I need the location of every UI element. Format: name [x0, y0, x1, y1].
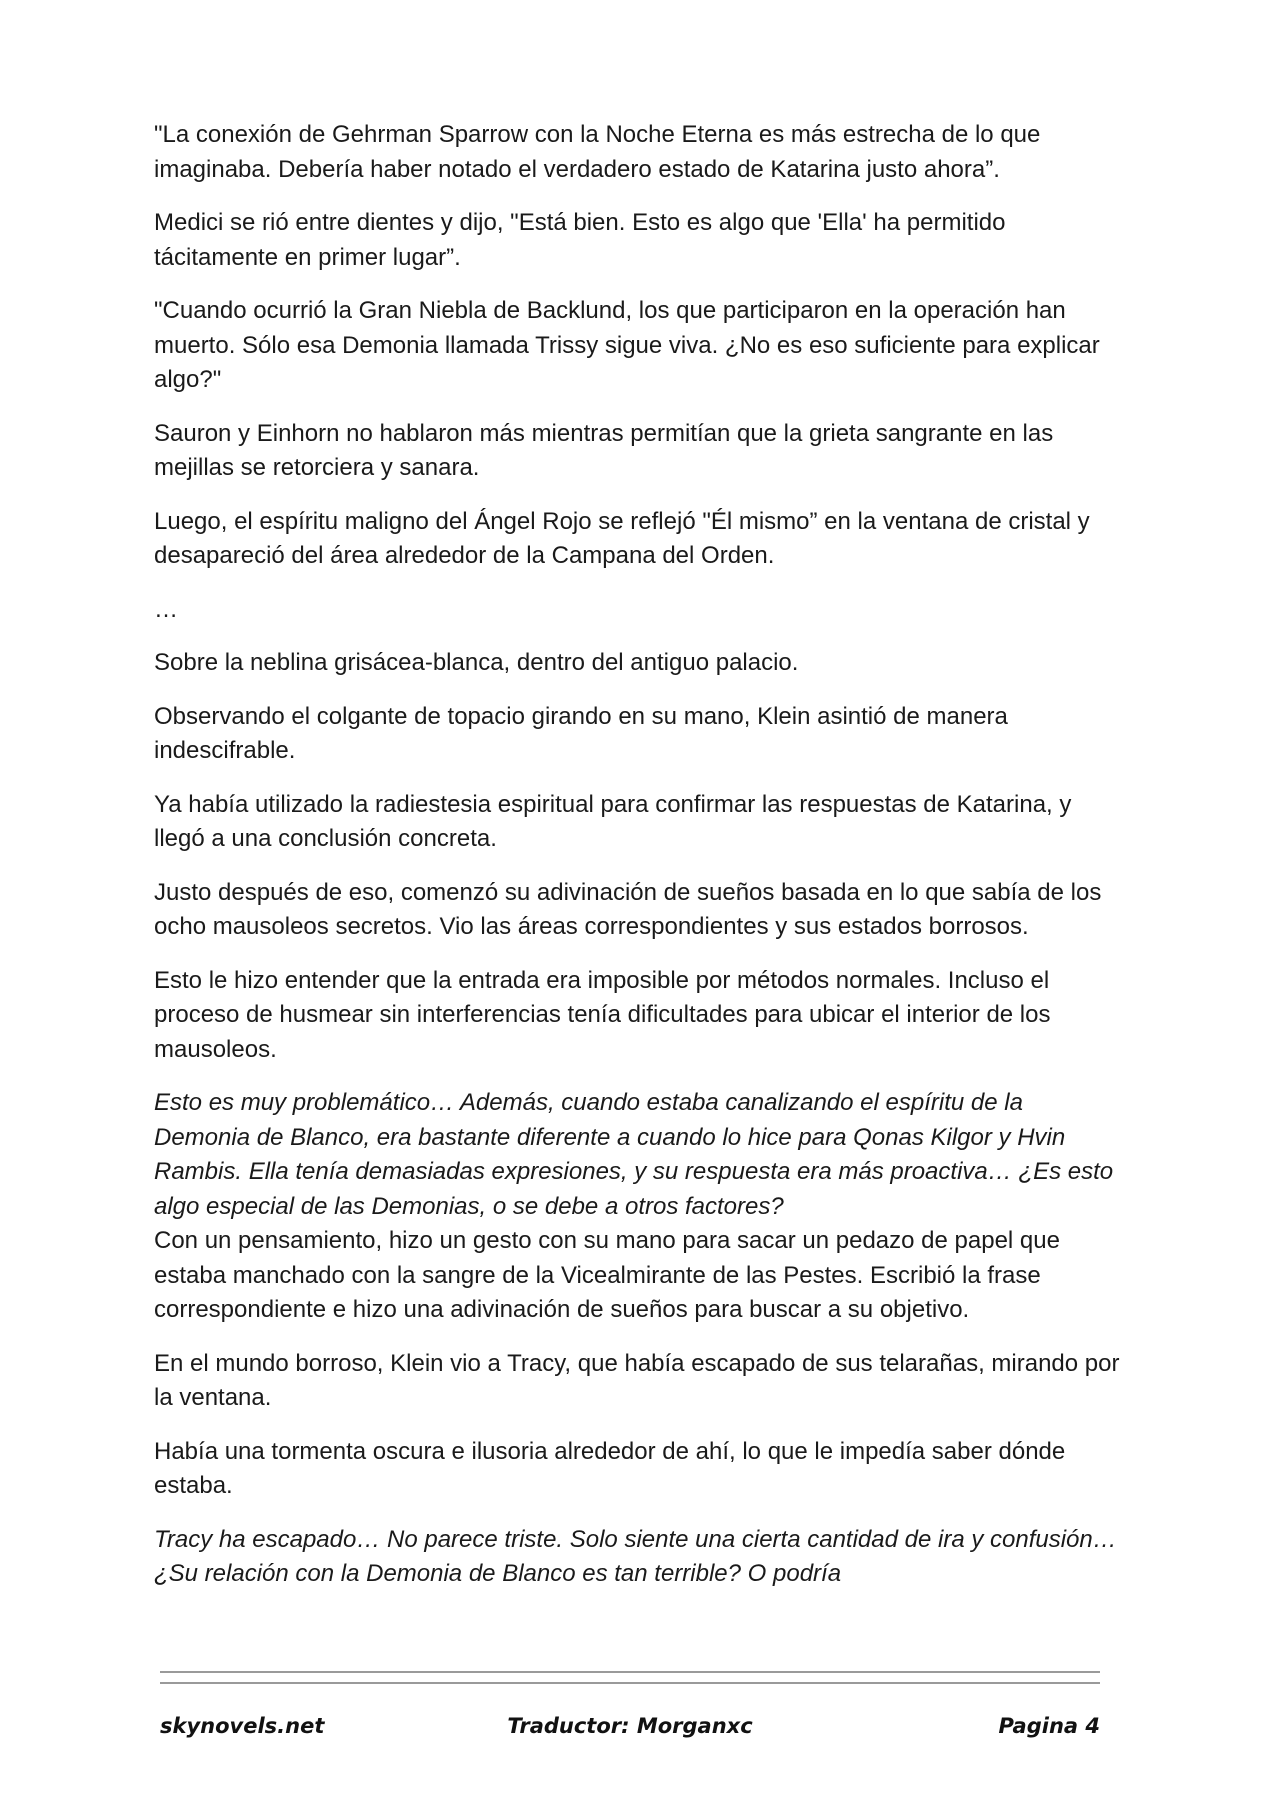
paragraph-5: Luego, el espíritu maligno del Ángel Rojo se reflejó "Él mismo” en la ventana de cristal y desapareció del área alrededor de la Campana del Orden. — [154, 507, 1090, 569]
paragraph-2: Medici se rió entre dientes y dijo, "Está bien. Esto es algo que 'Ella' ha permitido tácitamente en primer lugar”. — [154, 209, 1006, 271]
inner-thought-1: Esto es muy problemático… Además, cuando estaba canalizando el espíritu de la Demonia de Blanco, era bastante diferente a cuando lo hice para Qonas Kilgor y Hvin Rambis. Ella tenía demasiadas expresiones, y su respuesta era más proactiva… ¿Es esto algo especial de las Demonias, o se debe a otros factores? — [154, 1089, 1114, 1220]
paragraph-7: Observando el colgante de topacio girando en su mano, Klein asintió de manera indescifrable. — [154, 702, 1008, 764]
page-body — [154, 118, 1120, 1611]
footer-divider-bottom — [160, 1682, 1100, 1684]
paragraph-10: Esto le hizo entender que la entrada era imposible por métodos normales. Incluso el proceso de husmear sin interferencias tenía dificultades para ubicar el interior de los mausoleos. — [154, 966, 1051, 1063]
paragraph-3: "Cuando ocurrió la Gran Niebla de Backlund, los que participaron en la operación han muerto. Sólo esa Demonia llamada Trissy sigue viva. ¿No es eso suficiente para explicar algo?" — [154, 297, 1100, 393]
paragraph-11: Con un pensamiento, hizo un gesto con su mano para sacar un pedazo de papel que estaba manchado con la sangre de la Vicealmirante de las Pestes. Escribió la frase correspondiente e hizo una adivinación de sueños para buscar a su objetivo. — [154, 1227, 1060, 1323]
paragraph-6: Sobre la neblina grisácea-blanca, dentro del antiguo palacio. — [154, 649, 799, 676]
paragraph-8: Ya había utilizado la radiestesia espiritual para confirmar las respuestas de Katarina, y llegó a una conclusión concreta. — [154, 790, 1072, 852]
paragraph-4: Sauron y Einhorn no hablaron más mientras permitían que la grieta sangrante en las mejillas se retorciera y sanara. — [154, 419, 1054, 481]
footer-translator: Traductor: Morganxc — [507, 1714, 753, 1738]
scene-break: … — [154, 595, 178, 623]
footer-site: skynovels.net — [160, 1714, 325, 1738]
paragraph-1: "La conexión de Gehrman Sparrow con la Noche Eterna es más estrecha de lo que imaginaba. Debería haber notado el verdadero estado de Katarina justo ahora”. — [154, 121, 1041, 183]
paragraph-12: En el mundo borroso, Klein vio a Tracy, que había escapado de sus telarañas, mirando por la ventana. — [154, 1349, 1120, 1411]
page-footer — [160, 1714, 1100, 1750]
footer-divider-top — [160, 1671, 1100, 1673]
inner-thought-2: Tracy ha escapado… No parece triste. Solo siente una cierta cantidad de ira y confusión… ¿Su relación con la Demonia de Blanco es tan terrible? O podría — [154, 1525, 1117, 1587]
paragraph-13: Había una tormenta oscura e ilusoria alrededor de ahí, lo que le impedía saber dónde estaba. — [154, 1437, 1066, 1499]
footer-page-number: Pagina 4 — [998, 1714, 1100, 1738]
paragraph-9: Justo después de eso, comenzó su adivinación de sueños basada en lo que sabía de los ocho mausoleos secretos. Vio las áreas correspondientes y sus estados borrosos. — [154, 878, 1102, 940]
